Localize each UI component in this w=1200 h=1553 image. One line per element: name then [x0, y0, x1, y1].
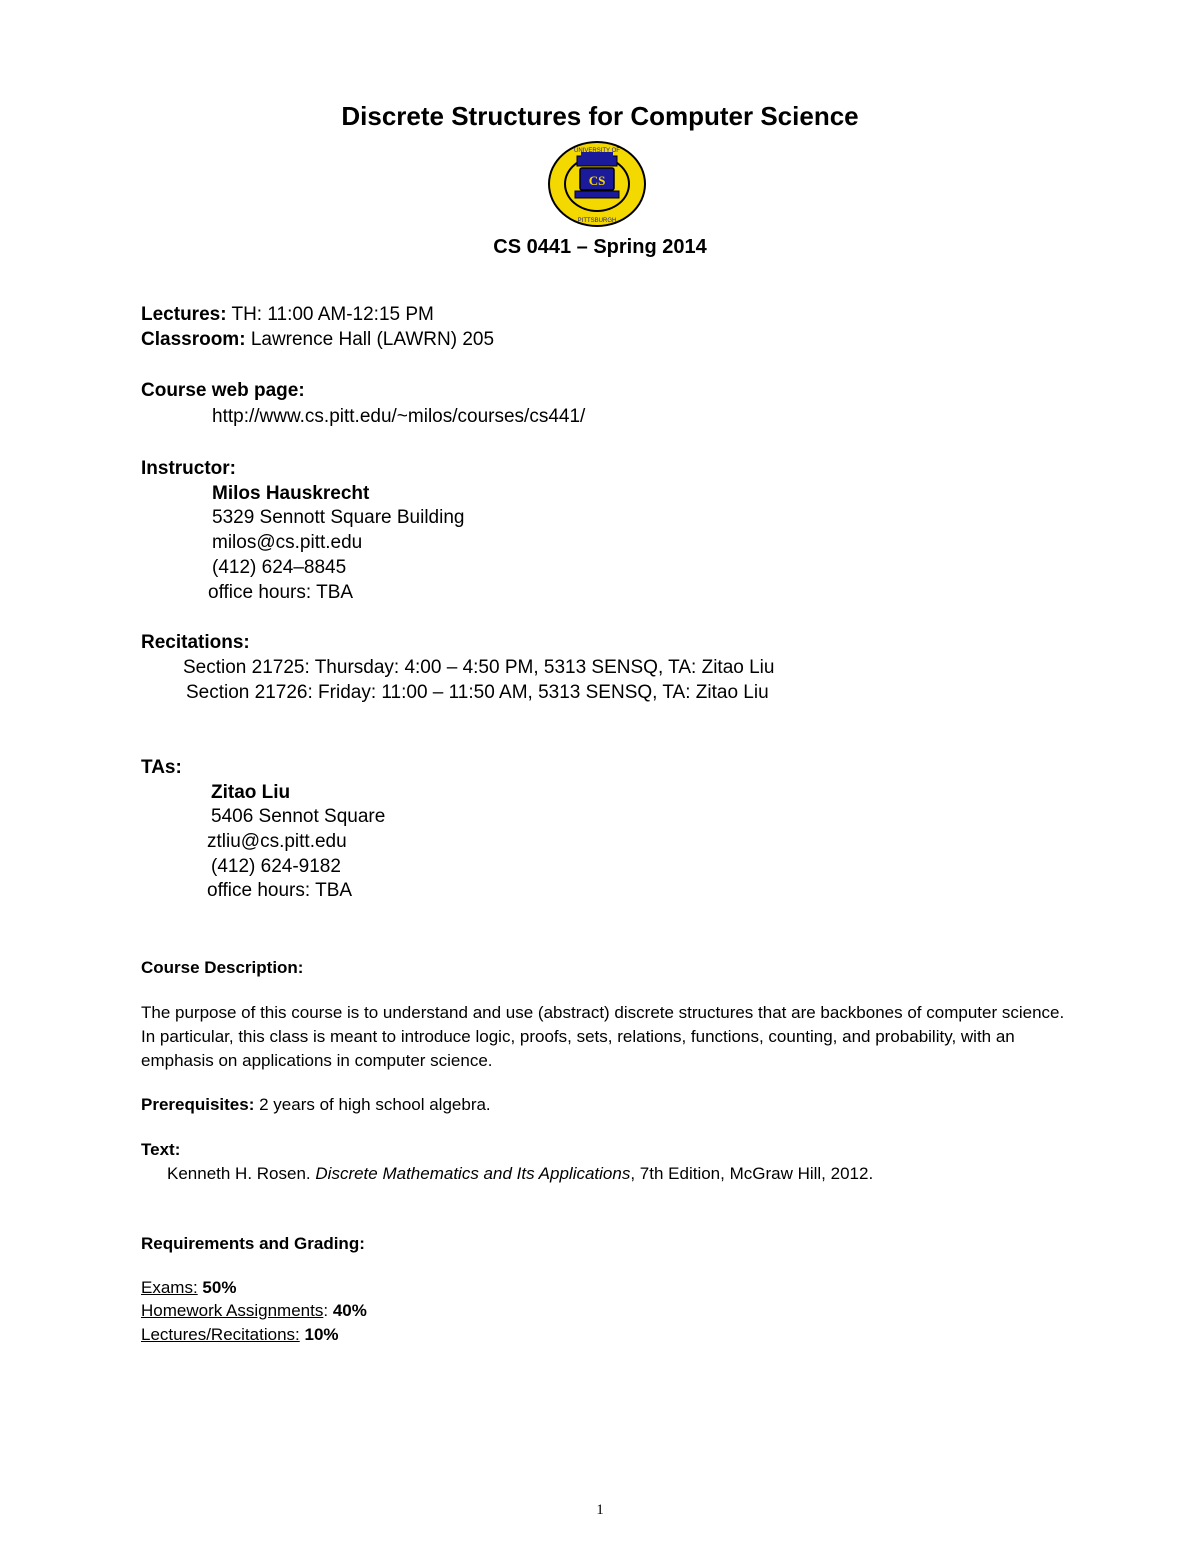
- course-code-semester: CS 0441 – Spring 2014: [493, 236, 707, 258]
- classroom-line: [141, 329, 494, 351]
- ta-name: Zitao Liu: [211, 782, 291, 803]
- classroom-value: Lawrence Hall (LAWRN) 205: [250, 329, 495, 350]
- instructor-hours: office hours: TBA: [208, 582, 354, 603]
- instructor-label: Instructor:: [141, 458, 236, 479]
- grading-item-homework: [141, 1301, 367, 1321]
- instructor-email[interactable]: milos@cs.pitt.edu: [212, 532, 363, 553]
- page-number: 1: [596, 1502, 604, 1518]
- ta-email[interactable]: ztliu@cs.pitt.edu: [207, 831, 347, 852]
- instructor-name: Milos Hauskrecht: [212, 483, 370, 504]
- grading-item-label: Lectures/Recitations:: [141, 1325, 300, 1344]
- svg-text:CS: CS: [588, 173, 606, 188]
- description-label: Course Description:: [141, 958, 304, 977]
- document-title: Discrete Structures for Computer Science: [341, 101, 859, 131]
- textbook-citation: [167, 1164, 873, 1184]
- grading-item-exams: [141, 1278, 236, 1298]
- instructor-phone: (412) 624–8845: [212, 557, 347, 578]
- web-page-url[interactable]: http://www.cs.pitt.edu/~milos/courses/cs441/: [212, 406, 586, 427]
- lectures-label: Lectures:: [141, 304, 227, 325]
- lectures-value: TH: 11:00 AM-12:15 PM: [231, 304, 434, 325]
- lectures-line: [141, 304, 434, 326]
- prerequisites-value: 2 years of high school algebra.: [259, 1095, 491, 1114]
- textbook-details: , 7th Edition, McGraw Hill, 2012.: [630, 1164, 874, 1183]
- ta-phone: (412) 624-9182: [211, 856, 341, 877]
- grading-item-lectures: [141, 1325, 339, 1345]
- grading-item-label: Homework Assignments: [141, 1301, 324, 1320]
- svg-text:PITTSBURGH: PITTSBURGH: [577, 218, 617, 224]
- recitation-section-1: Section 21725: Thursday: 4:00 – 4:50 PM, 5313 SENSQ, TA: Zitao Liu: [183, 657, 775, 678]
- web-page-label: Course web page:: [141, 380, 305, 401]
- ta-hours: office hours: TBA: [207, 880, 353, 901]
- grading-item-value: 40%: [332, 1301, 367, 1320]
- university-seal-logo: [547, 140, 647, 228]
- prerequisites-line: [141, 1095, 491, 1115]
- grading-item-value: 50%: [202, 1278, 237, 1297]
- text-label: Text:: [141, 1140, 181, 1159]
- recitations-label: Recitations:: [141, 632, 250, 653]
- description-text: The purpose of this course is to understand and use (abstract) discrete structures that are backbones of computer science. In particular, this class is meant to introduce logic, proofs, sets, relations, functions, counting, and probability, with an emphasis on applications in computer science.: [141, 1003, 1065, 1070]
- grading-label: Requirements and Grading:: [141, 1234, 365, 1253]
- grading-item-label: Exams:: [141, 1278, 198, 1297]
- grading-item-value: 10%: [304, 1325, 339, 1344]
- instructor-office: 5329 Sennott Square Building: [212, 507, 465, 528]
- recitation-section-2: Section 21726: Friday: 11:00 – 11:50 AM, 5313 SENSQ, TA: Zitao Liu: [186, 682, 769, 703]
- ta-office: 5406 Sennot Square: [211, 806, 386, 827]
- textbook-author: Kenneth H. Rosen.: [167, 1164, 311, 1183]
- classroom-label: Classroom:: [141, 329, 246, 350]
- textbook-title: Discrete Mathematics and Its Applications: [315, 1164, 631, 1183]
- grading-item-separator: :: [323, 1301, 329, 1320]
- tas-label: TAs:: [141, 757, 182, 778]
- svg-text:UNIVERSITY OF: UNIVERSITY OF: [574, 148, 620, 154]
- prerequisites-label: Prerequisites:: [141, 1095, 255, 1114]
